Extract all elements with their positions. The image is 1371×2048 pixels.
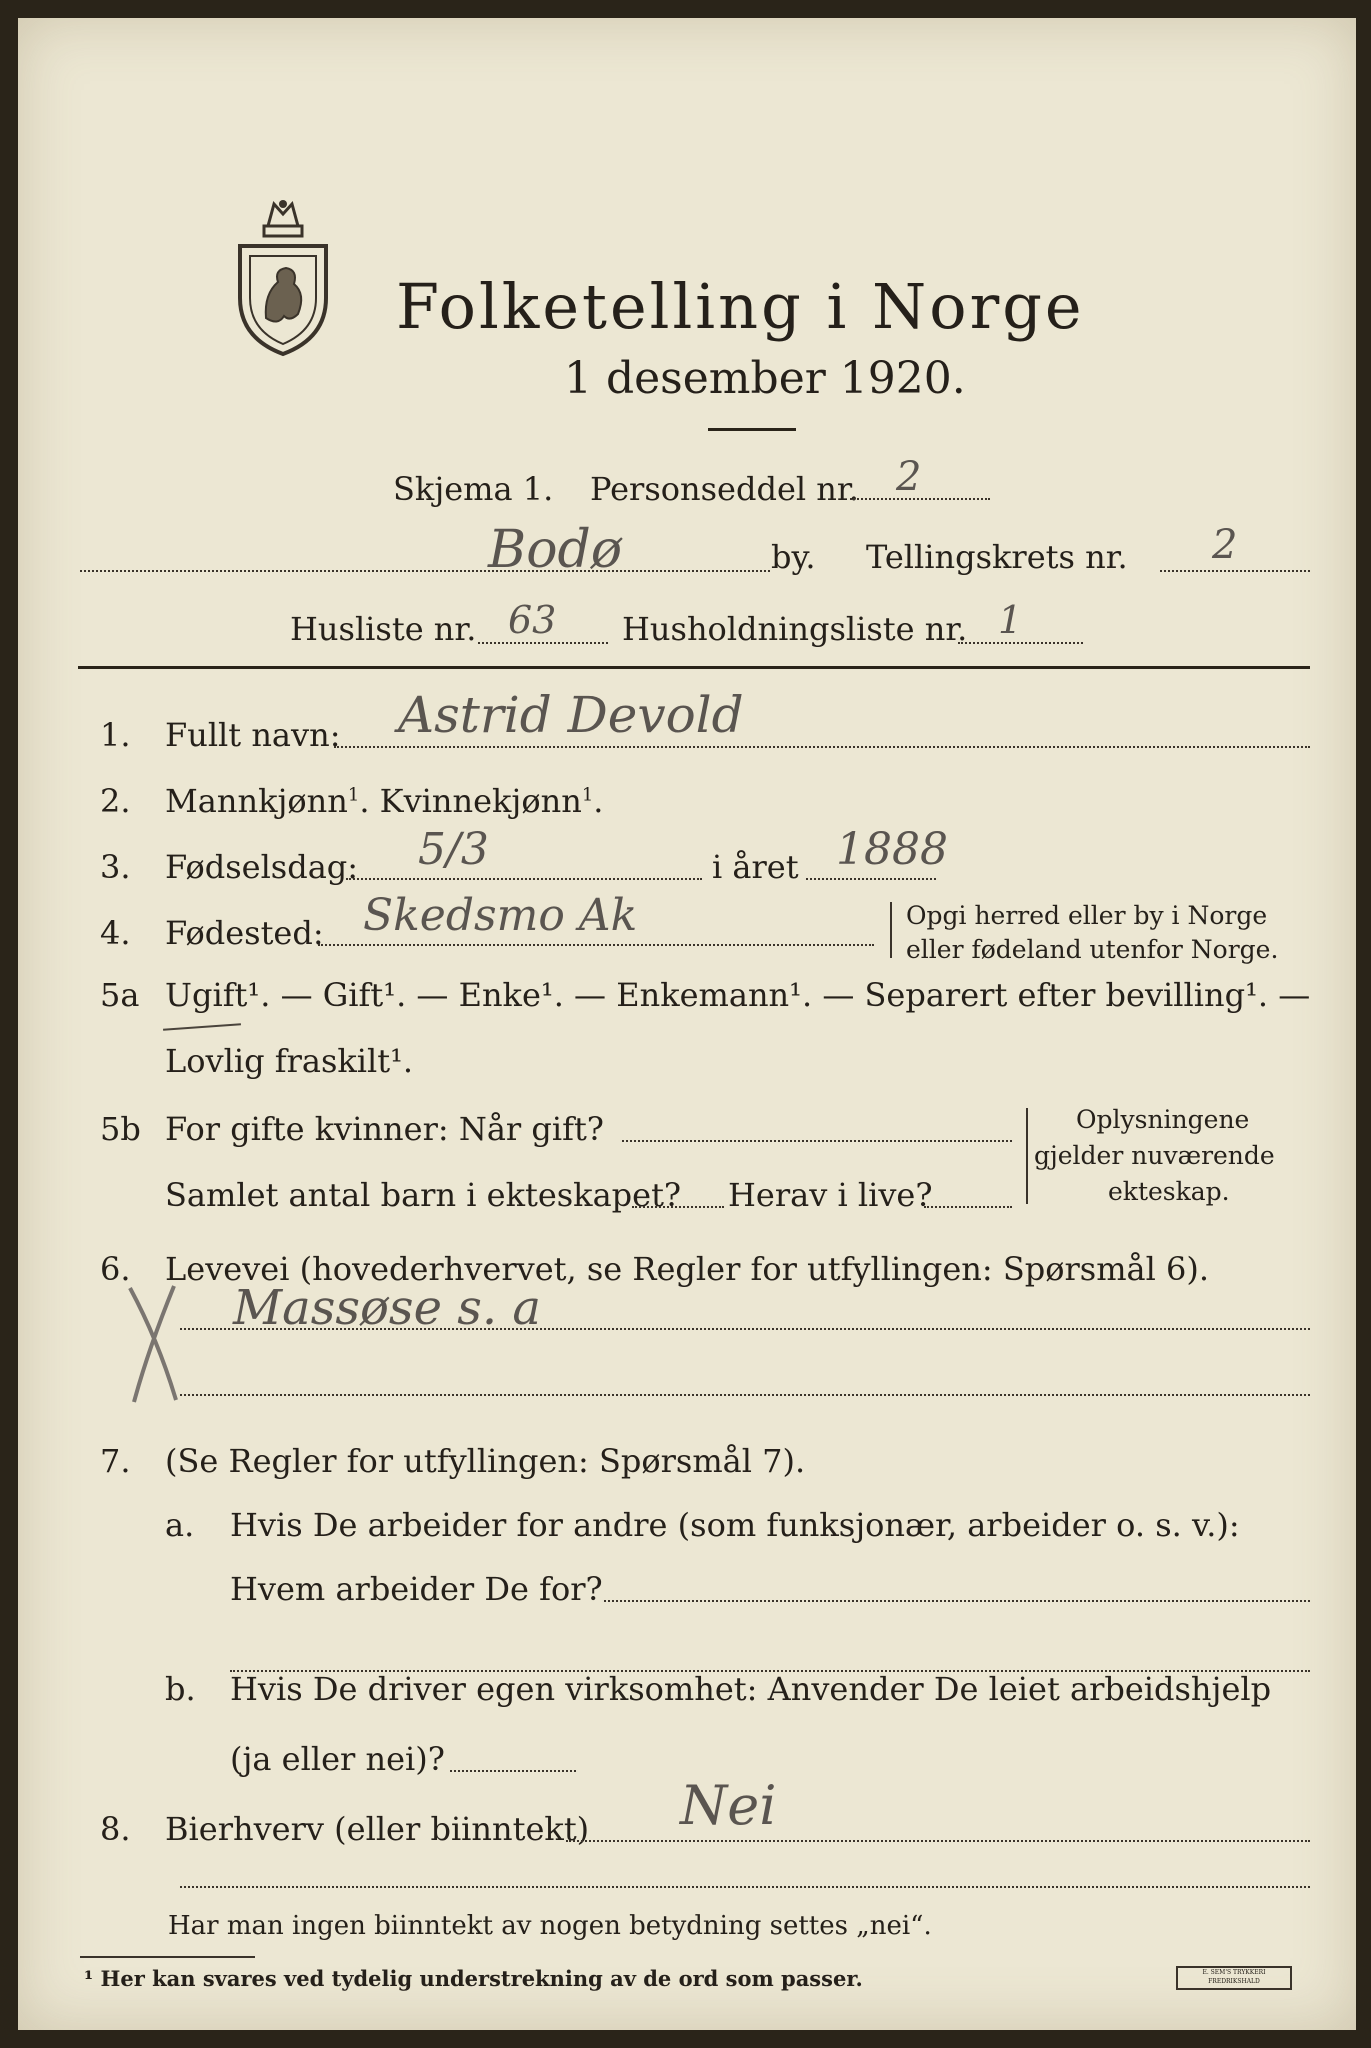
- q1-label: Fullt navn:: [165, 716, 341, 754]
- q7a-text: Hvis De arbeider for andre (som funksjonær, arbeider o. s. v.):: [230, 1506, 1240, 1544]
- q5b-brace: [1026, 1108, 1034, 1204]
- by-label: by.: [771, 538, 816, 576]
- underline-mark: [163, 1023, 241, 1030]
- footnote-rule: [80, 1956, 255, 1958]
- q7b-answer-label: (ja eller nei)?: [230, 1740, 445, 1778]
- q5b-alive-label: Herav i live?: [728, 1176, 933, 1214]
- gender-options: Mannkjønn$^1$. Kvinnekjønn$^1$.: [165, 782, 604, 820]
- q5b-married-label: For gifte kvinner: Når gift?: [165, 1110, 604, 1148]
- q7b-letter: b.: [165, 1670, 196, 1708]
- birth-year-value[interactable]: 1888: [836, 824, 948, 875]
- q7-number: 7.: [100, 1442, 131, 1480]
- census-date: 1 desember 1920.: [564, 353, 966, 404]
- q5b-children-label: Samlet antal barn i ekteskapet?: [165, 1176, 682, 1214]
- occupation-value[interactable]: Massøse s. a: [233, 1280, 541, 1336]
- q7a-employer-label: Hvem arbeider De for?: [230, 1570, 603, 1608]
- husliste-value[interactable]: 63: [508, 598, 557, 642]
- form-title: Folketelling i Norge: [396, 270, 1085, 343]
- full-name-value[interactable]: Astrid Devold: [398, 686, 744, 744]
- year-label: i året: [712, 848, 799, 886]
- q5b-note-line1: Oplysningene: [1076, 1105, 1250, 1134]
- footnote: ¹ Her kan svares ved tydelig understrekning av de ord som passer.: [84, 1966, 863, 1991]
- q4-number: 4.: [100, 914, 131, 952]
- q7-label: (Se Regler for utfyllingen: Spørsmål 7).: [165, 1442, 806, 1480]
- q5b-note-line2: gjelder nuværende: [1034, 1141, 1275, 1170]
- q6-label: Levevei (hovederhvervet, se Regler for utfyllingen: Spørsmål 6).: [165, 1250, 1210, 1288]
- q3-number: 3.: [100, 848, 131, 886]
- q5b-note-line3: ekteskap.: [1108, 1177, 1230, 1206]
- q2-number: 2.: [100, 782, 131, 820]
- gender-female-option[interactable]: Kvinnekjønn: [379, 782, 582, 820]
- q7a-letter: a.: [165, 1506, 195, 1544]
- printer-stamp: E. SEM'S TRYKKERI FREDRIKSHALD: [1176, 1966, 1292, 1990]
- q8-number: 8.: [100, 1810, 131, 1848]
- tellingskrets-value[interactable]: 2: [1212, 522, 1238, 568]
- q3-label: Fødselsdag:: [165, 848, 359, 886]
- q4-label: Fødested:: [165, 914, 324, 952]
- q4-brace: [890, 902, 898, 958]
- side-income-value[interactable]: Nei: [680, 1774, 777, 1837]
- coat-of-arms-icon: [228, 198, 338, 358]
- husholdning-value[interactable]: 1: [998, 598, 1023, 642]
- marital-status-divorced[interactable]: Lovlig fraskilt¹.: [165, 1042, 414, 1080]
- q8-label: Bierhverv (eller biinntekt): [165, 1810, 590, 1848]
- q4-note-line2: eller fødeland utenfor Norge.: [906, 935, 1279, 964]
- husholdning-label: Husholdningsliste nr.: [622, 610, 968, 648]
- census-form: [18, 18, 1356, 2030]
- q6-number: 6.: [100, 1250, 131, 1288]
- birth-date-value[interactable]: 5/3: [418, 824, 489, 875]
- q7b-text: Hvis De driver egen virksomhet: Anvender De leiet arbeidshjelp: [230, 1670, 1272, 1708]
- skjema-label: Skjema 1.: [393, 470, 554, 508]
- title-divider: [708, 428, 796, 431]
- check-mark-icon: [118, 1280, 188, 1410]
- q4-note-line1: Opgi herred eller by i Norge: [906, 901, 1268, 930]
- birthplace-value[interactable]: Skedsmo Ak: [363, 890, 638, 941]
- city-value[interactable]: Bodø: [488, 520, 623, 580]
- personseddel-label: Personseddel nr.: [590, 470, 859, 508]
- husliste-label: Husliste nr.: [290, 610, 477, 648]
- gender-male-option[interactable]: Mannkjønn: [165, 782, 348, 820]
- personseddel-value[interactable]: 2: [896, 454, 922, 500]
- marital-status-options[interactable]: Ugift¹. — Gift¹. — Enke¹. — Enkemann¹. — Separert efter bevilling¹. —: [165, 976, 1311, 1014]
- q1-number: 1.: [100, 716, 131, 754]
- tellingskrets-label: Tellingskrets nr.: [866, 538, 1128, 576]
- q5a-number: 5a: [100, 976, 140, 1014]
- header-rule: [78, 666, 1310, 669]
- footer-note: Har man ingen biinntekt av nogen betydning settes „nei“.: [168, 1911, 932, 1941]
- q5b-number: 5b: [100, 1110, 141, 1148]
